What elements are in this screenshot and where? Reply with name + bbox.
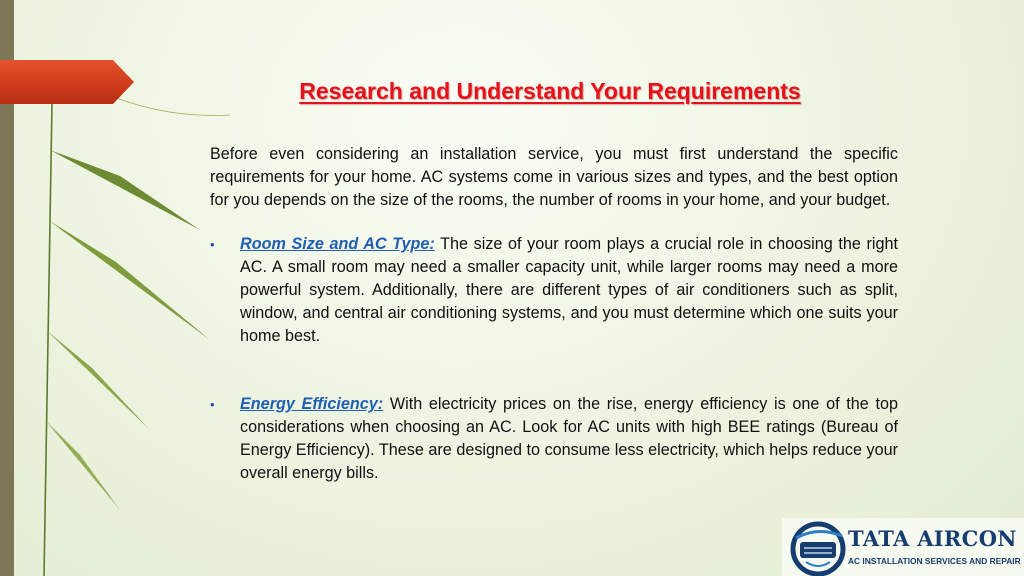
red-arrow-banner: [0, 60, 134, 104]
bullet-dot-icon: •: [210, 397, 215, 412]
logo-name: TATA AIRCON: [848, 526, 1017, 551]
ac-unit-emblem-icon: [782, 518, 852, 576]
slide-content: [210, 143, 898, 485]
bullet-text-energy-efficiency: With electricity prices on the rise, energy efficiency is one of the top considerations when choosing an AC. Look for AC units with high BEE ratings (Bureau of Energy Efficiency). These are designed to consume less electricity, which helps reduce your overall energy bills.: [240, 395, 898, 482]
bullet-text-room-size: The size of your room plays a crucial role in choosing the right AC. A small room may need a smaller capacity unit, while larger rooms may need a more powerful system. Additionally, there are different types of air conditioners such as split, window, and central air conditioning systems, and you must determine which one suits your home best.: [240, 235, 898, 345]
page-title: Research and Understand Your Requirements: [299, 78, 801, 104]
bullet-room-size: [210, 233, 898, 348]
bullet-term-room-size: Room Size and AC Type:: [240, 235, 435, 253]
company-logo: [782, 518, 1024, 576]
bullet-dot-icon: •: [210, 237, 215, 252]
intro-paragraph: Before even considering an installation service, you must first understand the specific requirements for your home. AC systems come in various sizes and types, and the best option for you depends on the size of the rooms, the number of rooms in your home, and your budget.: [210, 145, 898, 209]
bullet-energy-efficiency: [210, 393, 898, 485]
logo-tagline: AC INSTALLATION SERVICES AND REPAIR: [848, 556, 1021, 566]
bullet-term-energy-efficiency: Energy Efficiency:: [240, 395, 384, 413]
